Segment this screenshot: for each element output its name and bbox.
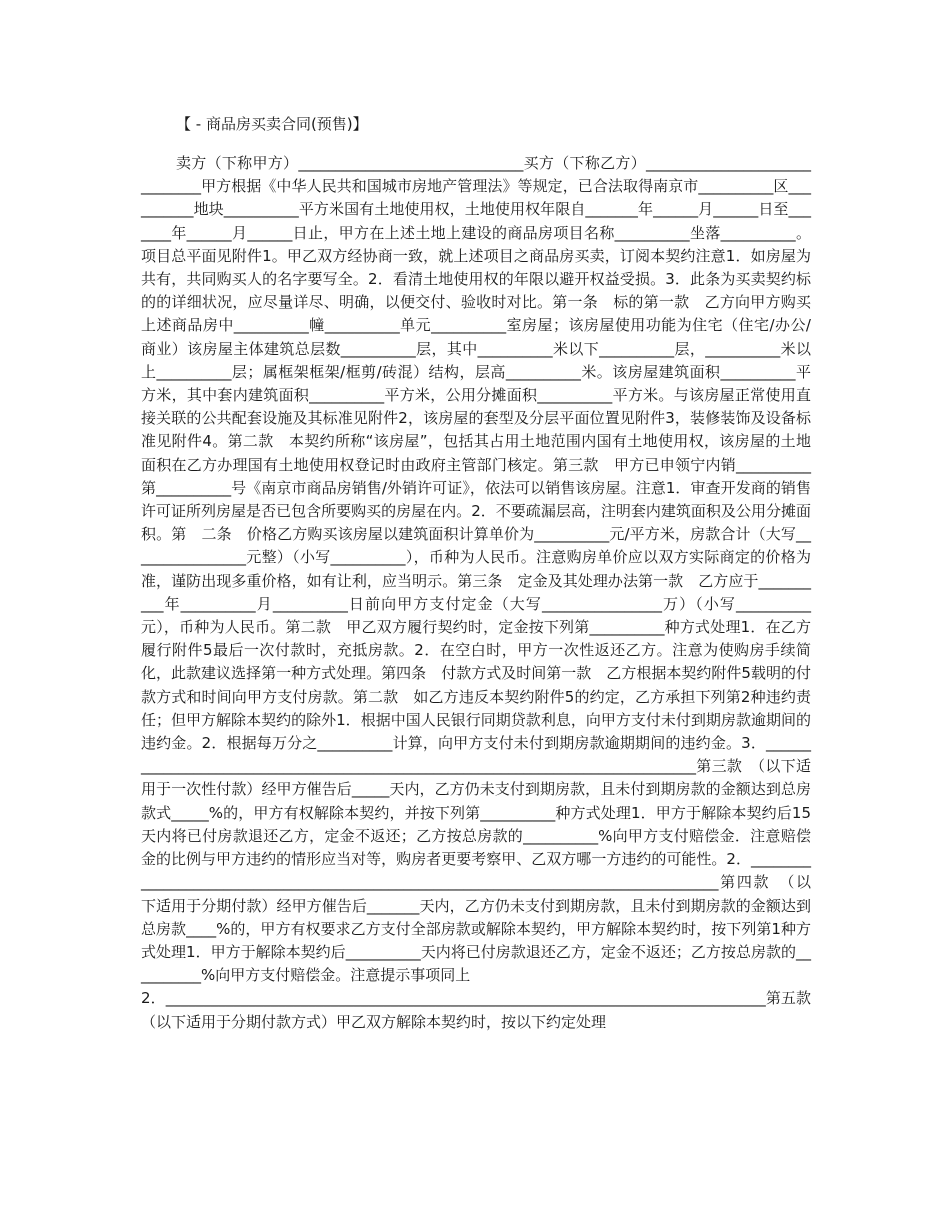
contract-main-text: 卖方（下称甲方）______________________________买方（下称乙方）______________________________甲方根据《中华人民共和国城市房地产管理法》等规定，已合法取得南京市__________区__________地块__________平方米国有土地使用权，土地使用权年限自_______年______月______日至_______年______月______日止，甲方在上述土地上建设的商品房项目名称__________坐落__________。项目总平面见附件1。甲乙双方经协商一致，就上述项目之商品房买卖，订阅本契约注意1．如房屋为共有，共同购买人的名字要写全。2．看清土地使用权的年限以避开权益受损。3．此条为买卖契约标的的详细状况，应尽量详尽、明确，以便交付、验收时对比。第一条 标的第一款 乙方向甲方购买上述商品房中__________幢__________单元__________室房屋；该房屋使用功能为住宅（住宅/办公/商业）该房屋主体建筑总层数__________层，其中__________米以下__________层，__________米以上__________层；属框架框架/框剪/砖混）结构，层高__________米。该房屋建筑面积__________平方米，其中套内建筑面积__________平方米，公用分摊面积__________平方米。与该房屋正常使用直接关联的公共配套设施及其标准见附件2，该房屋的套型及分层平面位置见附件3，装修装饰及设备标准见附件4。第二款 本契约所称“该房屋”，包括其占用土地范围内国有土地使用权，该房屋的土地面积在乙方办理国有土地使用权登记时由政府主管部门核定。第三款 甲方已申领宁内销__________第__________号《南京市商品房销售/外销许可证》，依法可以销售该房屋。注意1．审查开发商的销售许可证所列房屋是否已包含所要购买的房屋在内。2．不要疏漏层高，注明套内建筑面积及公用分摊面积。第 二条 价格乙方购买该房屋以建筑面积计算单价为__________元/平方米，房款合计（大写________________元整）（小写__________），币种为人民币。注意购房单价应以双方实际商定的价格为准，谨防出现多重价格，如有让利，应当明示。第三条 定金及其处理办法第一款 乙方应于__________年__________月__________日前向甲方支付定金（大写________________万）（小写__________元），币种为人民币。第二款 甲乙双方履行契约时，定金按下列第__________种方式处理1．在乙方履行附件5最后一次付款时，充抵房款。2．在空白时，甲方一次性返还乙方。注意为使购房手续简化，此款建议选择第一种方式处理。第四条 付款方式及时间第一款 乙方根据本契约附件5载明的付款方式和时间向甲方支付房款。第二款 如乙方违反本契约附件5的约定，乙方承担下列第2种违约责任；但甲方解除本契约的除外1．根据中国人民银行同期贷款利息，向甲方支付未付到期房款逾期间的违约金。2．根据每万分之__________计算，向甲方支付未付到期房款逾期期间的违约金。3．________________________________________________________________________________第三款 （以下适用于一次性付款）经甲方催告后_____天内，乙方仍未支付到期房款，且未付到期房款的金额达到总房款式_____%的，甲方有权解除本契约，并按下列第__________种方式处理1．甲方于解除本契约后15天内将已付房款退还乙方，定金不返还；乙方按总房款的__________%向甲方支付赔偿金．注意赔偿金的比例与甲方违约的情形应当对等，购房者更要考察甲、乙双方哪一方违约的可能性。2．_____________________________________________________________________________________第四款 （以下适用于分期付款）经甲方催告后_______天内，乙方仍未支付到期房款，且未付到期房款的金额达到总房款____%的，甲方有权要求乙方支付全部房款或解除本契约，甲方解除本契约时，按下列第1种方式处理1．甲方于解除本契约后__________天内将已付房款退还乙方，定金不返还；乙方按总房款的__________%向甲方支付赔偿金。注意提示事项同上 — [141, 154, 811, 985]
contract-body — [141, 152, 827, 1034]
contract-clause-five-line: 2．________________________________________________________________________________第五款 （以下适用于分期付款方式）甲乙双方解除本契约时，按以下约定处理 — [141, 989, 827, 1031]
document-title: 【 - 商品房买卖合同(预售)】 — [176, 115, 368, 133]
